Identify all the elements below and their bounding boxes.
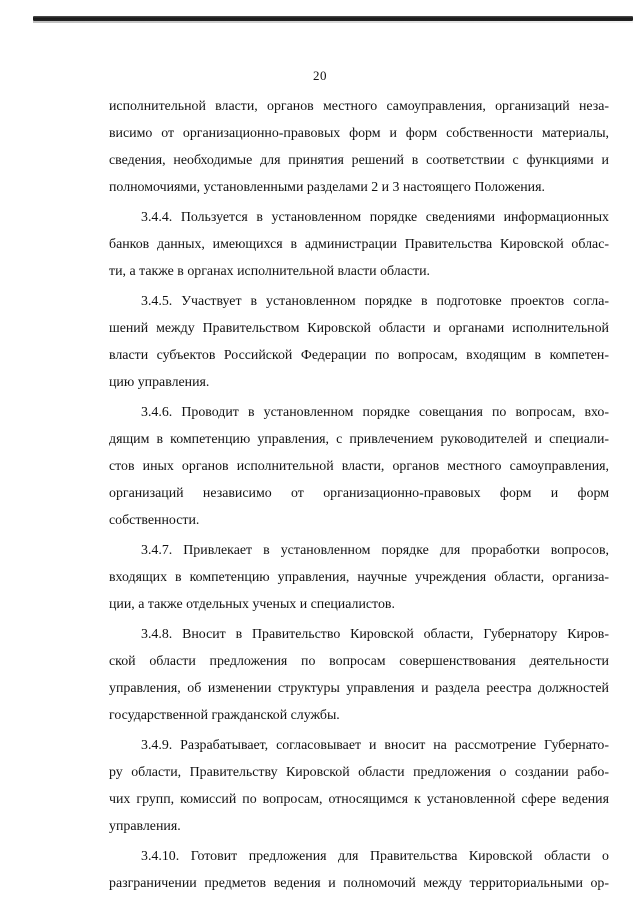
text-line: сведения, необходимые для принятия решений в соответствии с функциями и [109, 153, 609, 168]
text-line: власти субъектов Российской Федерации по вопросам, входящим в компетен- [109, 348, 609, 363]
paragraph-p-3-4-7 [109, 537, 609, 618]
text-line: шений между Правительством Кировской области и органами исполнительной [109, 321, 609, 336]
text-line: ции, а также отдельных ученых и специалистов. [109, 597, 395, 612]
text-line: ру области, Правительству Кировской области предложения о создании рабо- [109, 765, 609, 780]
text-line: 3.4.4. Пользуется в установленном порядке сведениями информационных [141, 210, 609, 225]
paragraph-p-3-4-10 [109, 843, 609, 897]
text-line: 3.4.6. Проводит в установленном порядке совещания по вопросам, вхо- [141, 405, 609, 420]
text-line: разграничении предметов ведения и полномочий между территориальными ор- [109, 876, 609, 891]
text-line: ской области предложения по вопросам совершенствования деятельности [109, 654, 609, 669]
text-line: 3.4.9. Разрабатывает, согласовывает и вносит на рассмотрение Губернато- [141, 738, 609, 753]
text-line: 3.4.8. Вносит в Правительство Кировской области, Губернатору Киров- [141, 627, 609, 642]
text-line: ти, а также в органах исполнительной власти области. [109, 264, 430, 279]
scan-edge-shadow [33, 21, 633, 23]
text-line: 3.4.7. Привлекает в установленном порядке для проработки вопросов, [141, 543, 609, 558]
paragraph-continued [109, 93, 609, 201]
text-line: чих групп, комиссий по вопросам, относящимся к установленной сфере ведения [109, 792, 609, 807]
text-line: управления. [109, 819, 181, 834]
text-line: исполнительной власти, органов местного самоуправления, организаций неза- [109, 99, 609, 114]
text-line: цию управления. [109, 375, 210, 390]
text-line: организаций независимо от организационно-правовых форм и форм [109, 486, 609, 501]
text-line: полномочиями, установленными разделами 2 и 3 настоящего Положения. [109, 180, 545, 195]
text-line: висимо от организационно-правовых форм и форм собственности материалы, [109, 126, 609, 141]
text-line: дящим в компетенцию управления, с привлечением руководителей и специали- [109, 432, 609, 447]
text-line: входящих в компетенцию управления, научные учреждения области, организа- [109, 570, 609, 585]
text-line: государственной гражданской службы. [109, 708, 340, 723]
text-line: 3.4.10. Готовит предложения для Правительства Кировской области о [141, 849, 609, 864]
text-line: управления, об изменении структуры управления и раздела реестра должностей [109, 681, 609, 696]
paragraph-p-3-4-5 [109, 288, 609, 396]
document-body [109, 93, 609, 897]
page-number: 20 [313, 68, 327, 83]
paragraph-p-3-4-9 [109, 732, 609, 840]
paragraph-p-3-4-4 [109, 204, 609, 285]
paragraph-p-3-4-8 [109, 621, 609, 729]
paragraph-p-3-4-6 [109, 399, 609, 534]
text-line: 3.4.5. Участвует в установленном порядке в подготовке проектов согла- [141, 294, 609, 309]
text-line: банков данных, имеющихся в администрации Правительства Кировской облас- [109, 237, 609, 252]
text-line: стов иных органов исполнительной власти, органов местного самоуправления, [109, 459, 609, 474]
text-line: собственности. [109, 513, 200, 528]
